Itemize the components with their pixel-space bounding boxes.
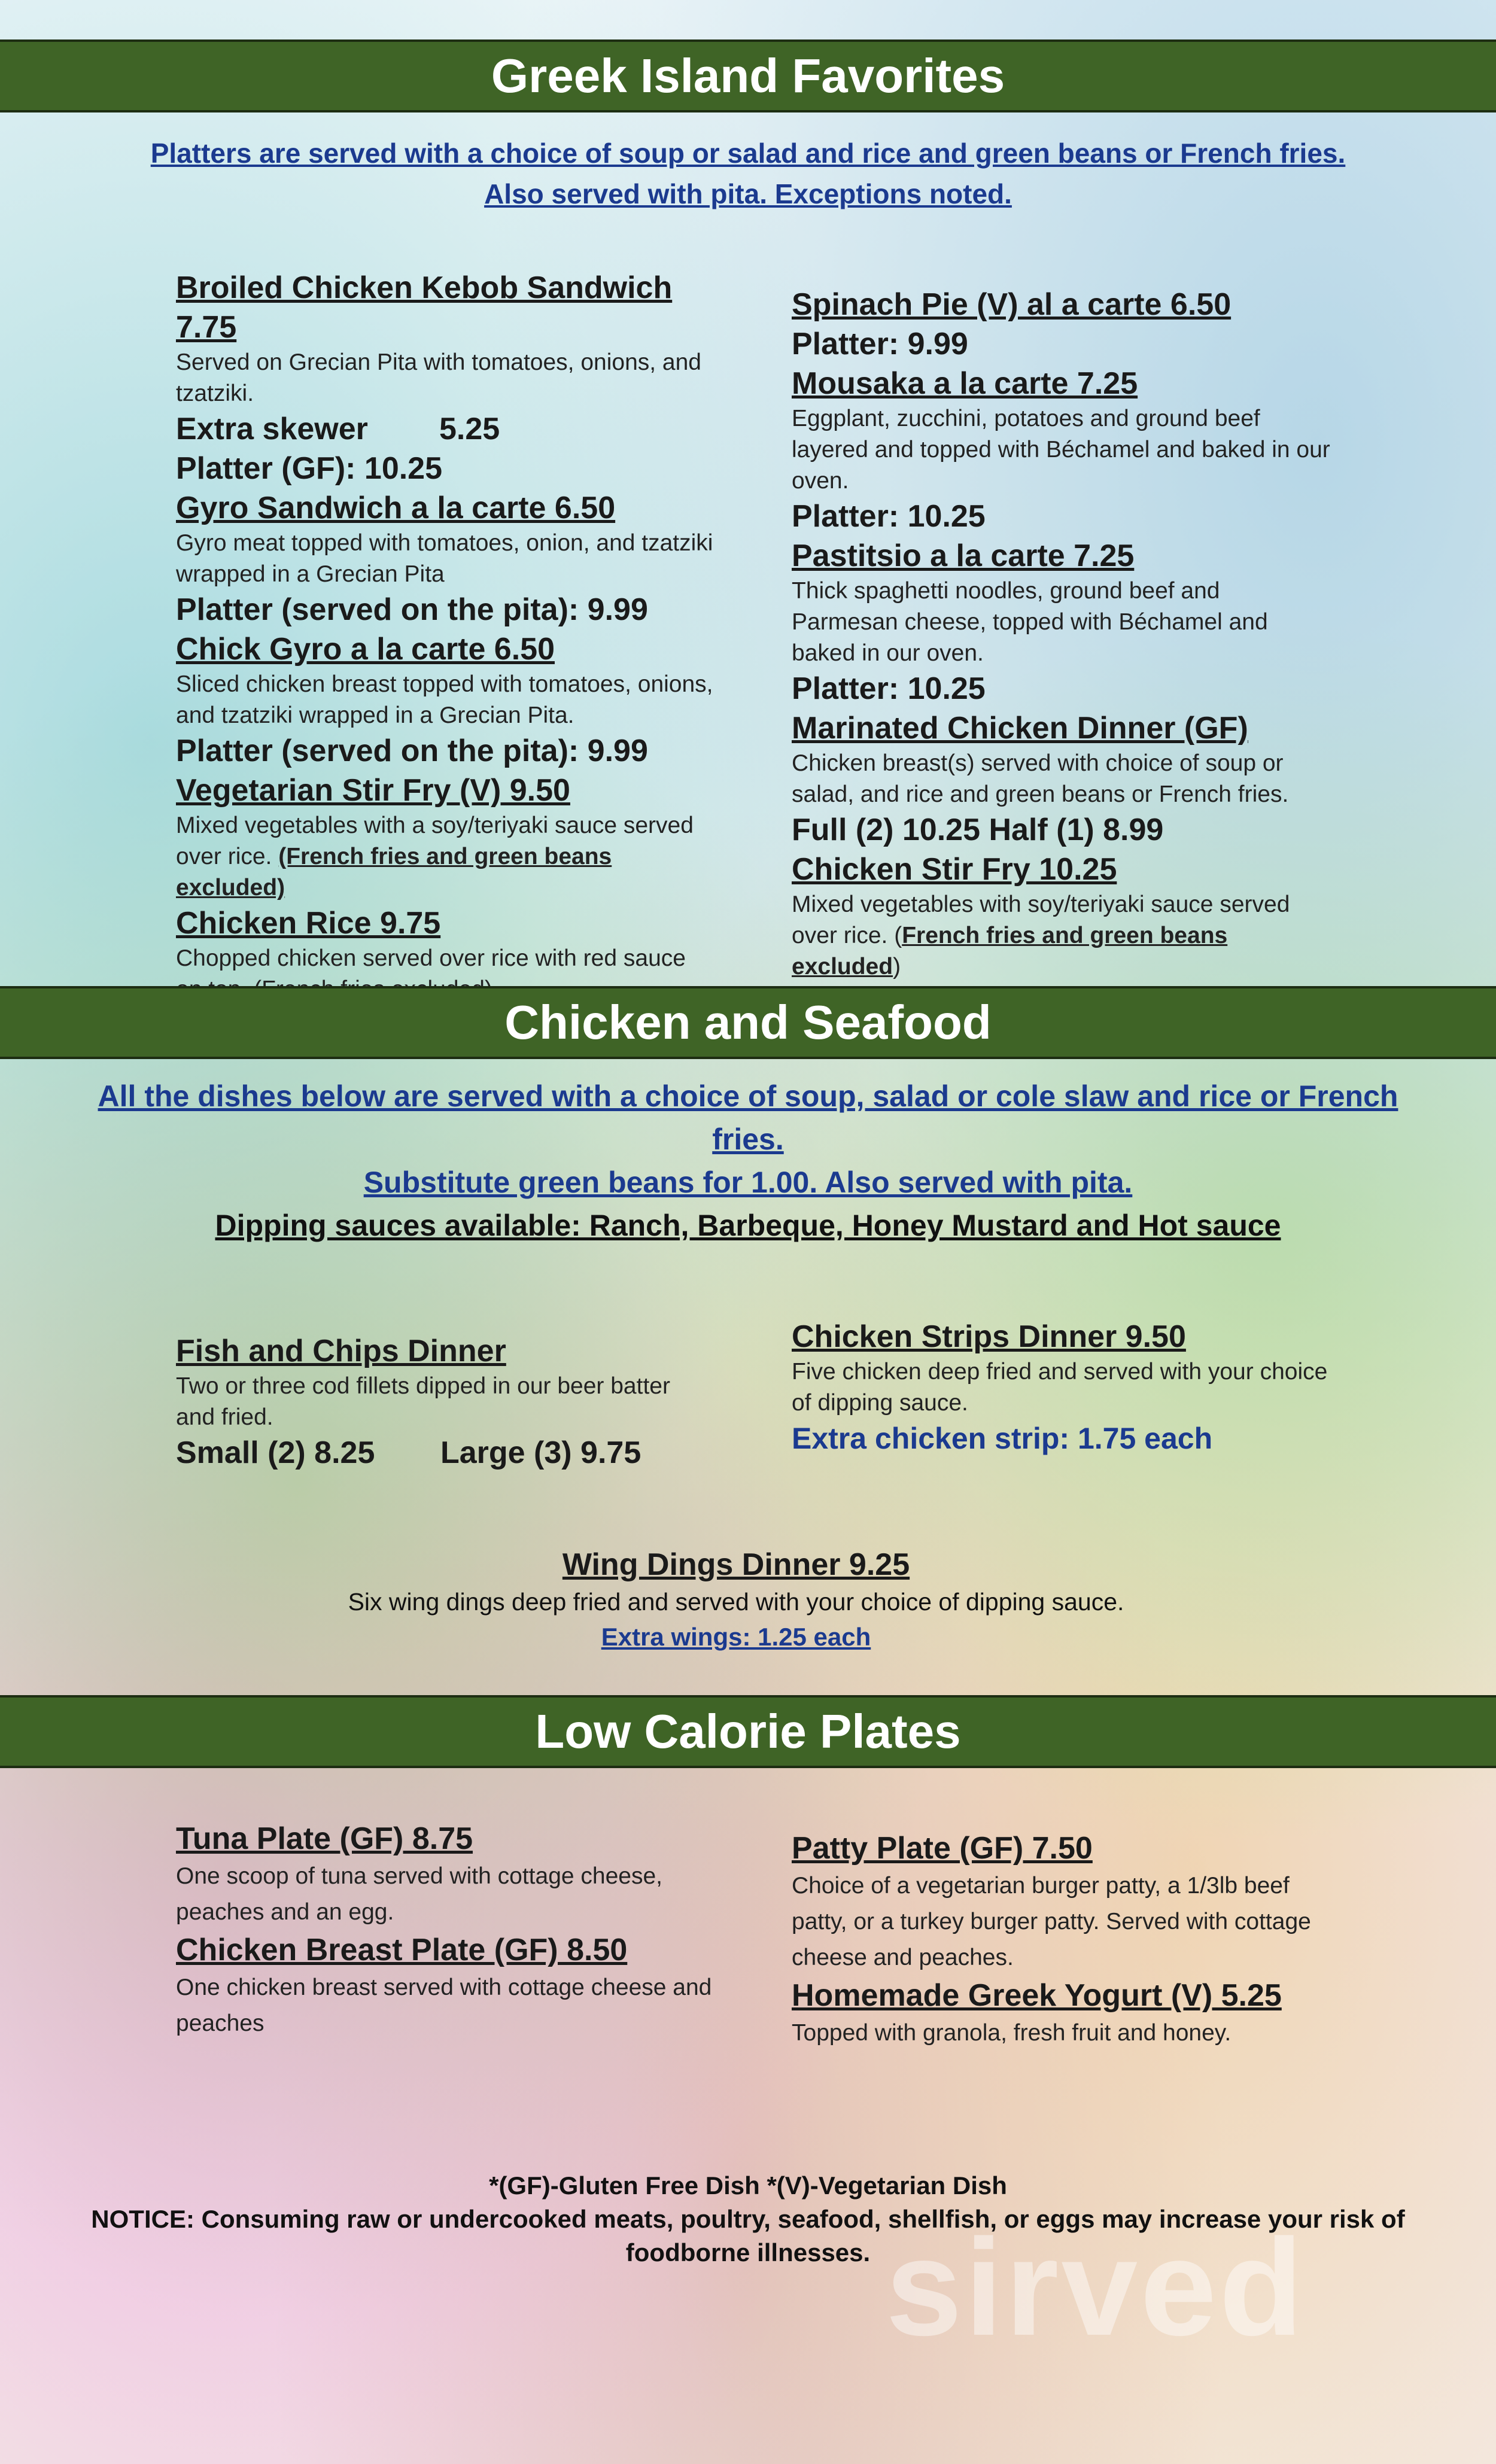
item-description: Chopped chicken served over rice with red sauce bbox=[176, 945, 686, 971]
item-price-large: Large (3) 9.75 bbox=[440, 1435, 641, 1470]
item-description bbox=[176, 810, 714, 904]
item-description: Five chicken deep fried and served with your choice of dipping sauce. bbox=[792, 1359, 1328, 1416]
item-description: Eggplant, zucchini, potatoes and ground beef layered and topped with Béchamel and baked in our oven. bbox=[792, 406, 1330, 494]
menu-column-left bbox=[176, 268, 714, 1005]
intro-line: Also served with pita. Exceptions noted. bbox=[484, 178, 1012, 209]
item-platter-price: Platter (served on the pita): 9.99 bbox=[176, 592, 648, 627]
item-price-small: Small (2) 8.25 bbox=[176, 1435, 375, 1470]
item-description: Topped with granola, fresh fruit and honey. bbox=[792, 2020, 1232, 2046]
item-exclusion-note: French fries and green beans excluded bbox=[792, 923, 1228, 979]
item-description-text: Mixed vegetables with soy/teriyaki sauce served over rice. ( bbox=[792, 892, 1290, 948]
dietary-legend: *(GF)-Gluten Free Dish *(V)-Vegetarian Dish bbox=[489, 2171, 1007, 2200]
item-title: Vegetarian Stir Fry (V) 9.50 bbox=[176, 773, 570, 808]
menu-column-right bbox=[792, 1829, 1330, 2051]
section-header-greek-island-favorites bbox=[0, 39, 1496, 112]
item-platter-price: Platter: 10.25 bbox=[792, 499, 986, 534]
intro-line: All the dishes below are served with a choice of soup, salad or cole slaw and rice or French fries. bbox=[98, 1079, 1398, 1156]
section-intro bbox=[72, 1075, 1424, 1247]
item-extra-label: Extra skewer bbox=[176, 412, 368, 446]
item-title: Chicken Breast Plate (GF) 8.50 bbox=[176, 1933, 628, 1967]
item-extra-price: Extra chicken strip: 1.75 each bbox=[792, 1422, 1213, 1455]
item-description: One chicken breast served with cottage cheese and peaches bbox=[176, 1975, 712, 2036]
menu-column-right bbox=[792, 1317, 1330, 1458]
item-title: Mousaka a la carte 7.25 bbox=[792, 366, 1138, 401]
item-description: Chicken breast(s) served with choice of soup or salad, and rice and green beans or French fries. bbox=[792, 750, 1289, 807]
intro-line: Platters are served with a choice of soup or salad and rice and green beans or French fries. bbox=[150, 138, 1346, 169]
item-title: Tuna Plate (GF) 8.75 bbox=[176, 1821, 473, 1856]
item-platter-price: Platter: 9.99 bbox=[792, 327, 968, 361]
section-intro bbox=[0, 133, 1496, 214]
item-title: Spinach Pie (V) al a carte 6.50 bbox=[792, 287, 1232, 322]
item-title: Chicken Stir Fry 10.25 bbox=[792, 852, 1117, 887]
item-extra-price: Extra wings: 1.25 each bbox=[601, 1623, 871, 1651]
item-title: Patty Plate (GF) 7.50 bbox=[792, 1831, 1093, 1866]
item-title: Chick Gyro a la carte 6.50 bbox=[176, 632, 555, 667]
item-platter-price: Platter: 10.25 bbox=[792, 671, 986, 706]
item-description: Gyro meat topped with tomatoes, onion, and tzatziki wrapped in a Grecian Pita bbox=[176, 530, 713, 587]
item-prices: Full (2) 10.25 Half (1) 8.99 bbox=[792, 813, 1164, 847]
item-description: Two or three cod fillets dipped in our beer batter and fried. bbox=[176, 1373, 670, 1430]
menu-column-left bbox=[176, 1819, 714, 2042]
item-title: Marinated Chicken Dinner (GF) bbox=[792, 711, 1248, 746]
watermark: sirved bbox=[886, 2210, 1306, 2364]
item-title: Wing Dings Dinner 9.25 bbox=[562, 1547, 910, 1582]
section-title: Greek Island Favorites bbox=[491, 49, 1005, 102]
intro-line: Dipping sauces available: Ranch, Barbeque, Honey Mustard and Hot sauce bbox=[215, 1209, 1281, 1242]
item-title: Pastitsio a la carte 7.25 bbox=[792, 539, 1135, 573]
item-description: Sliced chicken breast topped with tomatoes, onions, and tzatziki wrapped in a Grecian Pita. bbox=[176, 671, 713, 728]
item-platter-price: Platter (GF): 10.25 bbox=[176, 451, 443, 486]
item-description bbox=[792, 889, 1330, 982]
item-title: Fish and Chips Dinner bbox=[176, 1334, 506, 1368]
section-title: Low Calorie Plates bbox=[535, 1705, 961, 1758]
item-price-line bbox=[176, 409, 714, 449]
food-safety-notice: NOTICE: Consuming raw or undercooked meats, poultry, seafood, shellfish, or eggs may increase your risk of foodborne illnesses. bbox=[91, 2205, 1405, 2267]
item-prices bbox=[176, 1433, 714, 1473]
item-title: Chicken Strips Dinner 9.50 bbox=[792, 1319, 1186, 1354]
section-header-low-calorie-plates bbox=[0, 1695, 1496, 1768]
item-platter-price: Platter (served on the pita): 9.99 bbox=[176, 734, 648, 768]
item-title: Broiled Chicken Kebob Sandwich 7.75 bbox=[176, 270, 673, 345]
menu-column-right bbox=[792, 285, 1330, 982]
menu-column-left bbox=[176, 1331, 714, 1473]
intro-line: Substitute green beans for 1.00. Also served with pita. bbox=[363, 1166, 1133, 1199]
item-exclusion-note: (French fries and green beans excluded) bbox=[176, 844, 612, 901]
section-title: Chicken and Seafood bbox=[504, 996, 992, 1049]
item-title: Gyro Sandwich a la carte 6.50 bbox=[176, 491, 616, 525]
item-description: Served on Grecian Pita with tomatoes, onions, and tzatziki. bbox=[176, 349, 701, 406]
item-extra-price: 5.25 bbox=[439, 412, 500, 446]
item-title: Chicken Rice 9.75 bbox=[176, 906, 441, 941]
item-description-close: ) bbox=[893, 954, 901, 979]
item-description: Six wing dings deep fried and served with your choice of dipping sauce. bbox=[348, 1588, 1124, 1616]
menu-item-centered bbox=[0, 1545, 1472, 1655]
item-description: Choice of a vegetarian burger patty, a 1/3lb beef patty, or a turkey burger patty. Served with cottage cheese and peaches. bbox=[792, 1873, 1311, 1970]
item-description-text: Mixed vegetables with a soy/teriyaki sauce served over rice. bbox=[176, 813, 694, 869]
item-title: Homemade Greek Yogurt (V) 5.25 bbox=[792, 1978, 1282, 2013]
item-description: Thick spaghetti noodles, ground beef and Parmesan cheese, topped with Béchamel and baked in our oven. bbox=[792, 578, 1268, 666]
item-description: One scoop of tuna served with cottage cheese, peaches and an egg. bbox=[176, 1863, 663, 1925]
section-header-chicken-and-seafood bbox=[0, 986, 1496, 1059]
